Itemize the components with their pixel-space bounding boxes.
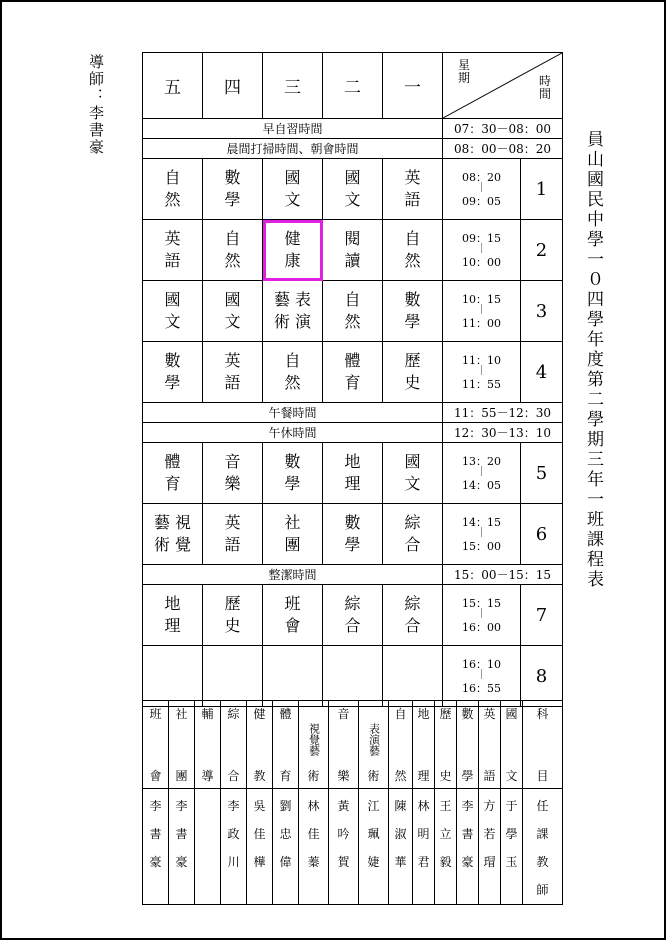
teacher-char: 學 bbox=[505, 827, 518, 841]
subject-header-cell bbox=[501, 701, 523, 789]
teacher-char: 陳 bbox=[394, 799, 407, 813]
subject-bottom: 教 bbox=[253, 769, 266, 783]
teacher-char: 君 bbox=[417, 855, 430, 869]
subject-top: 英 bbox=[483, 707, 496, 721]
teacher-char: 毅 bbox=[439, 855, 452, 869]
subject-top: 自 bbox=[394, 707, 407, 721]
period-bar: ｜ bbox=[476, 183, 487, 194]
class-subject-char: 社 bbox=[284, 513, 301, 532]
teacher-char: 李 bbox=[149, 799, 162, 813]
class-subject-char: 國 bbox=[344, 168, 361, 187]
class-cell bbox=[143, 443, 203, 504]
period-time bbox=[443, 220, 521, 281]
timetable bbox=[142, 52, 563, 707]
teacher-name bbox=[143, 789, 169, 905]
class-subject-char: 文 bbox=[404, 474, 421, 493]
period-time bbox=[443, 342, 521, 403]
break-label: 早自習時間 bbox=[143, 119, 443, 139]
class-subject-char: 國 bbox=[404, 452, 421, 471]
class-subject-char: 然 bbox=[164, 190, 181, 209]
teacher-char: 華 bbox=[394, 855, 407, 869]
teacher-char: 偉 bbox=[279, 855, 292, 869]
class-subject-char: 樂 bbox=[224, 474, 241, 493]
period-end: 14：05 bbox=[462, 479, 501, 492]
class-subject-char: 然 bbox=[284, 373, 301, 392]
teacher-name bbox=[359, 789, 389, 905]
teacher-char: 瑁 bbox=[483, 855, 496, 869]
class-cell bbox=[323, 159, 383, 220]
class-subject-char: 合 bbox=[404, 616, 421, 635]
subject-top: 綜 bbox=[227, 707, 240, 721]
break-time: 15：00－15：15 bbox=[443, 565, 563, 585]
period-number: 7 bbox=[521, 585, 563, 646]
class-cell bbox=[263, 646, 323, 707]
class-subject-char: 歷 bbox=[404, 351, 421, 370]
class-subject-char: 綜 bbox=[404, 513, 421, 532]
class-cell bbox=[383, 281, 443, 342]
class-subject-top: 藝 表 bbox=[273, 290, 312, 309]
subject-header-cell bbox=[389, 701, 413, 789]
break-time: 08：00－08：20 bbox=[443, 139, 563, 159]
teacher-char: 方 bbox=[483, 799, 496, 813]
class-cell bbox=[263, 504, 323, 565]
teacher-char: 林 bbox=[307, 799, 320, 813]
teacher-char: 王 bbox=[439, 799, 452, 813]
subject-header-cell bbox=[247, 701, 273, 789]
class-subject-char: 數 bbox=[224, 168, 241, 187]
break-time: 07：30－08：00 bbox=[443, 119, 563, 139]
period-bar: ｜ bbox=[476, 670, 487, 681]
break-time: 11：55－12：30 bbox=[443, 403, 563, 423]
period-time bbox=[443, 585, 521, 646]
class-cell bbox=[323, 646, 383, 707]
break-time: 12：30－13：10 bbox=[443, 423, 563, 443]
subject-bottom: 術 bbox=[367, 769, 380, 783]
teacher-char: 佳 bbox=[253, 827, 266, 841]
class-subject-char: 自 bbox=[224, 229, 241, 248]
class-subject-char: 國 bbox=[224, 290, 241, 309]
teacher-name bbox=[195, 789, 221, 905]
teacher-char: 蓁 bbox=[307, 855, 320, 869]
period-time bbox=[443, 504, 521, 565]
subject-header-cell bbox=[195, 701, 221, 789]
subject-top: 社 bbox=[175, 707, 188, 721]
class-cell bbox=[383, 220, 443, 281]
class-cell bbox=[263, 342, 323, 403]
class-subject-char: 理 bbox=[164, 616, 181, 635]
class-subject-char: 音 bbox=[224, 452, 241, 471]
period-start: 15：15 bbox=[462, 597, 501, 610]
subject-header-cell bbox=[479, 701, 501, 789]
teacher-name bbox=[435, 789, 457, 905]
faculty-table bbox=[142, 700, 563, 905]
period-bar: ｜ bbox=[476, 244, 487, 255]
period-end: 15：00 bbox=[462, 540, 501, 553]
class-cell bbox=[263, 281, 323, 342]
class-subject-char: 自 bbox=[164, 168, 181, 187]
day-header: 四 bbox=[203, 53, 263, 119]
class-subject-char: 文 bbox=[164, 312, 181, 331]
teacher-char: 于 bbox=[505, 799, 518, 813]
class-subject-char: 自 bbox=[344, 290, 361, 309]
period-end: 11：00 bbox=[462, 317, 501, 330]
class-cell bbox=[143, 220, 203, 281]
class-cell bbox=[323, 220, 383, 281]
subject-top: 國 bbox=[505, 707, 518, 721]
period-bar: ｜ bbox=[476, 366, 487, 377]
subject-bottom: 會 bbox=[149, 769, 162, 783]
teacher-char: 明 bbox=[417, 827, 430, 841]
class-subject-char: 閱 bbox=[344, 229, 361, 248]
class-cell bbox=[203, 585, 263, 646]
class-subject-char: 史 bbox=[224, 616, 241, 635]
teacher-name bbox=[247, 789, 273, 905]
teacher-char: 玉 bbox=[505, 855, 518, 869]
period-start: 09：15 bbox=[462, 232, 501, 245]
class-subject-char: 語 bbox=[404, 190, 421, 209]
class-cell bbox=[323, 342, 383, 403]
period-number: 4 bbox=[521, 342, 563, 403]
class-cell bbox=[203, 646, 263, 707]
teacher-char: 豪 bbox=[149, 855, 162, 869]
class-cell bbox=[263, 443, 323, 504]
subject-bottom: 術 bbox=[307, 769, 320, 783]
teacher-name bbox=[457, 789, 479, 905]
class-subject-char: 會 bbox=[284, 616, 301, 635]
subject-bottom: 文 bbox=[505, 769, 518, 783]
class-subject-char: 讀 bbox=[344, 251, 361, 270]
teacher-char: 吳 bbox=[253, 799, 266, 813]
class-subject-char: 數 bbox=[284, 452, 301, 471]
subject-bottom: 合 bbox=[227, 769, 240, 783]
teacher-header-char: 任 bbox=[536, 799, 549, 813]
teacher-char: 李 bbox=[175, 799, 188, 813]
class-subject-bottom: 術 演 bbox=[273, 312, 312, 331]
subject-bottom: 樂 bbox=[337, 769, 350, 783]
teacher-name bbox=[169, 789, 195, 905]
teacher-char: 珮 bbox=[367, 827, 380, 841]
class-cell bbox=[383, 585, 443, 646]
period-end: 16：55 bbox=[462, 682, 501, 695]
subject-bottom: 導 bbox=[201, 769, 214, 783]
teacher-name bbox=[413, 789, 435, 905]
subject-top: 地 bbox=[417, 707, 430, 721]
subject-header-cell bbox=[273, 701, 299, 789]
period-number: 6 bbox=[521, 504, 563, 565]
teacher-header-char: 教 bbox=[536, 855, 549, 869]
class-cell bbox=[383, 504, 443, 565]
day-header: 一 bbox=[383, 53, 443, 119]
period-end: 10：00 bbox=[462, 256, 501, 269]
class-subject-bottom: 術 覺 bbox=[153, 535, 192, 554]
class-subject-char: 班 bbox=[284, 594, 301, 613]
subject-header-cell bbox=[359, 701, 389, 789]
class-subject-char: 合 bbox=[344, 616, 361, 635]
class-subject-char: 語 bbox=[224, 535, 241, 554]
subject-top: 班 bbox=[149, 707, 162, 721]
subject-header-cell bbox=[329, 701, 359, 789]
class-subject-char: 合 bbox=[404, 535, 421, 554]
class-subject-top: 藝 視 bbox=[153, 513, 192, 532]
break-label: 晨間打掃時間、朝會時間 bbox=[143, 139, 443, 159]
class-subject-char: 英 bbox=[224, 513, 241, 532]
teacher-char: 政 bbox=[227, 827, 240, 841]
period-time bbox=[443, 159, 521, 220]
teacher-char: 若 bbox=[483, 827, 496, 841]
class-subject-char: 英 bbox=[404, 168, 421, 187]
teacher-name bbox=[329, 789, 359, 905]
teacher-name bbox=[221, 789, 247, 905]
class-subject-char: 文 bbox=[284, 190, 301, 209]
subject-header-cell bbox=[169, 701, 195, 789]
class-subject-char: 綜 bbox=[344, 594, 361, 613]
class-subject-char: 自 bbox=[284, 351, 301, 370]
subject-bottom: 然 bbox=[394, 769, 407, 783]
class-subject-char: 綜 bbox=[404, 594, 421, 613]
class-subject-char: 國 bbox=[164, 290, 181, 309]
class-cell bbox=[323, 504, 383, 565]
subject-header-cell bbox=[457, 701, 479, 789]
teacher-name bbox=[273, 789, 299, 905]
class-subject-char: 健 bbox=[284, 229, 301, 248]
subject-header-cell bbox=[435, 701, 457, 789]
class-cell bbox=[143, 159, 203, 220]
teacher-char: 忠 bbox=[279, 827, 292, 841]
subject-bottom: 史 bbox=[439, 769, 452, 783]
subject-top: 輔 bbox=[201, 707, 214, 721]
class-cell bbox=[263, 585, 323, 646]
teacher-char: 川 bbox=[227, 855, 240, 869]
class-cell bbox=[383, 159, 443, 220]
class-subject-char: 英 bbox=[224, 351, 241, 370]
subject-header-bottom: 目 bbox=[536, 769, 549, 783]
period-start: 11：10 bbox=[462, 354, 501, 367]
teacher-header-char: 師 bbox=[536, 883, 549, 897]
teacher-name bbox=[389, 789, 413, 905]
class-cell bbox=[203, 504, 263, 565]
period-time bbox=[443, 281, 521, 342]
teacher-char: 婕 bbox=[367, 855, 380, 869]
class-cell bbox=[323, 443, 383, 504]
class-subject-char: 數 bbox=[404, 290, 421, 309]
period-bar: ｜ bbox=[476, 305, 487, 316]
class-subject-char: 學 bbox=[284, 474, 301, 493]
period-start: 14：15 bbox=[462, 516, 501, 529]
subject-bottom: 語 bbox=[483, 769, 496, 783]
subject-bottom: 學 bbox=[461, 769, 474, 783]
period-end: 11：55 bbox=[462, 378, 501, 391]
subject-bottom: 理 bbox=[417, 769, 430, 783]
class-cell bbox=[383, 342, 443, 403]
subject-header-cell bbox=[143, 701, 169, 789]
teacher-char: 淑 bbox=[394, 827, 407, 841]
subject-top: 健 bbox=[253, 707, 266, 721]
period-number: 8 bbox=[521, 646, 563, 707]
class-subject-char: 學 bbox=[224, 190, 241, 209]
class-subject-char: 語 bbox=[224, 373, 241, 392]
class-subject-char: 體 bbox=[344, 351, 361, 370]
period-time bbox=[443, 646, 521, 707]
teacher-char: 佳 bbox=[307, 827, 320, 841]
class-cell bbox=[143, 504, 203, 565]
teacher-char: 書 bbox=[461, 827, 474, 841]
teacher-char: 林 bbox=[417, 799, 430, 813]
class-cell bbox=[203, 443, 263, 504]
class-subject-char: 學 bbox=[404, 312, 421, 331]
teacher-char: 江 bbox=[367, 799, 380, 813]
class-subject-char: 學 bbox=[164, 373, 181, 392]
class-subject-char: 育 bbox=[164, 474, 181, 493]
class-subject-char: 地 bbox=[344, 452, 361, 471]
teacher-char: 吟 bbox=[337, 827, 350, 841]
class-cell-highlighted bbox=[263, 220, 323, 281]
subject-top: 音 bbox=[337, 707, 350, 721]
period-start: 16：10 bbox=[462, 658, 501, 671]
class-subject-char: 體 bbox=[164, 452, 181, 471]
class-cell bbox=[323, 281, 383, 342]
weekday-label: 星期 bbox=[457, 58, 470, 85]
subject-bottom: 育 bbox=[279, 769, 292, 783]
subject-header-cell bbox=[299, 701, 329, 789]
page-title: 員山國民中學一０四學年度第二學期三年一班課程表 bbox=[583, 130, 603, 590]
teacher-char: 立 bbox=[439, 827, 452, 841]
class-subject-char: 地 bbox=[164, 594, 181, 613]
teacher-char: 劉 bbox=[279, 799, 292, 813]
teacher-name bbox=[299, 789, 329, 905]
break-label: 午餐時間 bbox=[143, 403, 443, 423]
subject-header-cell bbox=[413, 701, 435, 789]
teacher-char: 樺 bbox=[253, 855, 266, 869]
teacher-char: 豪 bbox=[461, 855, 474, 869]
class-subject-char: 數 bbox=[164, 351, 181, 370]
day-header: 三 bbox=[263, 53, 323, 119]
weekday-time-header bbox=[443, 53, 563, 119]
class-subject-char: 文 bbox=[224, 312, 241, 331]
class-cell bbox=[323, 585, 383, 646]
class-subject-char: 然 bbox=[404, 251, 421, 270]
period-start: 13：20 bbox=[462, 455, 501, 468]
break-label: 午休時間 bbox=[143, 423, 443, 443]
break-label: 整潔時間 bbox=[143, 565, 443, 585]
teacher-char: 豪 bbox=[175, 855, 188, 869]
class-cell bbox=[143, 281, 203, 342]
class-cell bbox=[383, 443, 443, 504]
teacher-char: 黃 bbox=[337, 799, 350, 813]
class-cell bbox=[143, 342, 203, 403]
class-cell bbox=[143, 646, 203, 707]
class-subject-char: 數 bbox=[344, 513, 361, 532]
period-end: 09：05 bbox=[462, 195, 501, 208]
teacher-header-char: 課 bbox=[536, 827, 549, 841]
subject-top: 數 bbox=[461, 707, 474, 721]
class-cell bbox=[203, 342, 263, 403]
class-cell bbox=[203, 159, 263, 220]
period-end: 16：00 bbox=[462, 621, 501, 634]
period-time bbox=[443, 443, 521, 504]
period-number: 3 bbox=[521, 281, 563, 342]
teacher-name bbox=[479, 789, 501, 905]
class-subject-char: 然 bbox=[224, 251, 241, 270]
subject-header bbox=[523, 701, 563, 789]
day-header: 五 bbox=[143, 53, 203, 119]
class-subject-char: 康 bbox=[284, 251, 301, 270]
class-subject-char: 語 bbox=[164, 251, 181, 270]
class-cell bbox=[143, 585, 203, 646]
class-subject-char: 國 bbox=[284, 168, 301, 187]
time-label: 時間 bbox=[538, 74, 551, 101]
class-subject-char: 英 bbox=[164, 229, 181, 248]
subject-top: 視覺藝 bbox=[307, 723, 321, 756]
subject-top: 歷 bbox=[439, 707, 452, 721]
class-subject-char: 然 bbox=[344, 312, 361, 331]
teacher-header bbox=[523, 789, 563, 905]
subject-header-cell bbox=[221, 701, 247, 789]
class-cell bbox=[263, 159, 323, 220]
teacher-char: 李 bbox=[461, 799, 474, 813]
day-header: 二 bbox=[323, 53, 383, 119]
class-cell bbox=[203, 281, 263, 342]
class-subject-char: 歷 bbox=[224, 594, 241, 613]
period-bar: ｜ bbox=[476, 467, 487, 478]
class-cell bbox=[383, 646, 443, 707]
period-number: 5 bbox=[521, 443, 563, 504]
subject-top: 體 bbox=[279, 707, 292, 721]
period-start: 10：15 bbox=[462, 293, 501, 306]
teacher-name bbox=[501, 789, 523, 905]
subject-bottom: 團 bbox=[175, 769, 188, 783]
teacher-char: 賀 bbox=[337, 855, 350, 869]
period-bar: ｜ bbox=[476, 528, 487, 539]
class-subject-char: 理 bbox=[344, 474, 361, 493]
class-subject-char: 學 bbox=[344, 535, 361, 554]
class-subject-char: 史 bbox=[404, 373, 421, 392]
teacher-char: 書 bbox=[175, 827, 188, 841]
class-subject-char: 自 bbox=[404, 229, 421, 248]
teacher-char: 書 bbox=[149, 827, 162, 841]
teacher-char: 李 bbox=[227, 799, 240, 813]
class-subject-char: 文 bbox=[344, 190, 361, 209]
class-subject-char: 育 bbox=[344, 373, 361, 392]
subject-top: 表演藝 bbox=[367, 723, 381, 756]
class-subject-char: 團 bbox=[284, 535, 301, 554]
period-number: 2 bbox=[521, 220, 563, 281]
period-start: 08：20 bbox=[462, 171, 501, 184]
subject-header-top: 科 bbox=[536, 707, 549, 721]
period-number: 1 bbox=[521, 159, 563, 220]
homeroom-teacher-label: 導師：李書豪 bbox=[87, 54, 105, 156]
period-bar: ｜ bbox=[476, 609, 487, 620]
class-cell bbox=[203, 220, 263, 281]
